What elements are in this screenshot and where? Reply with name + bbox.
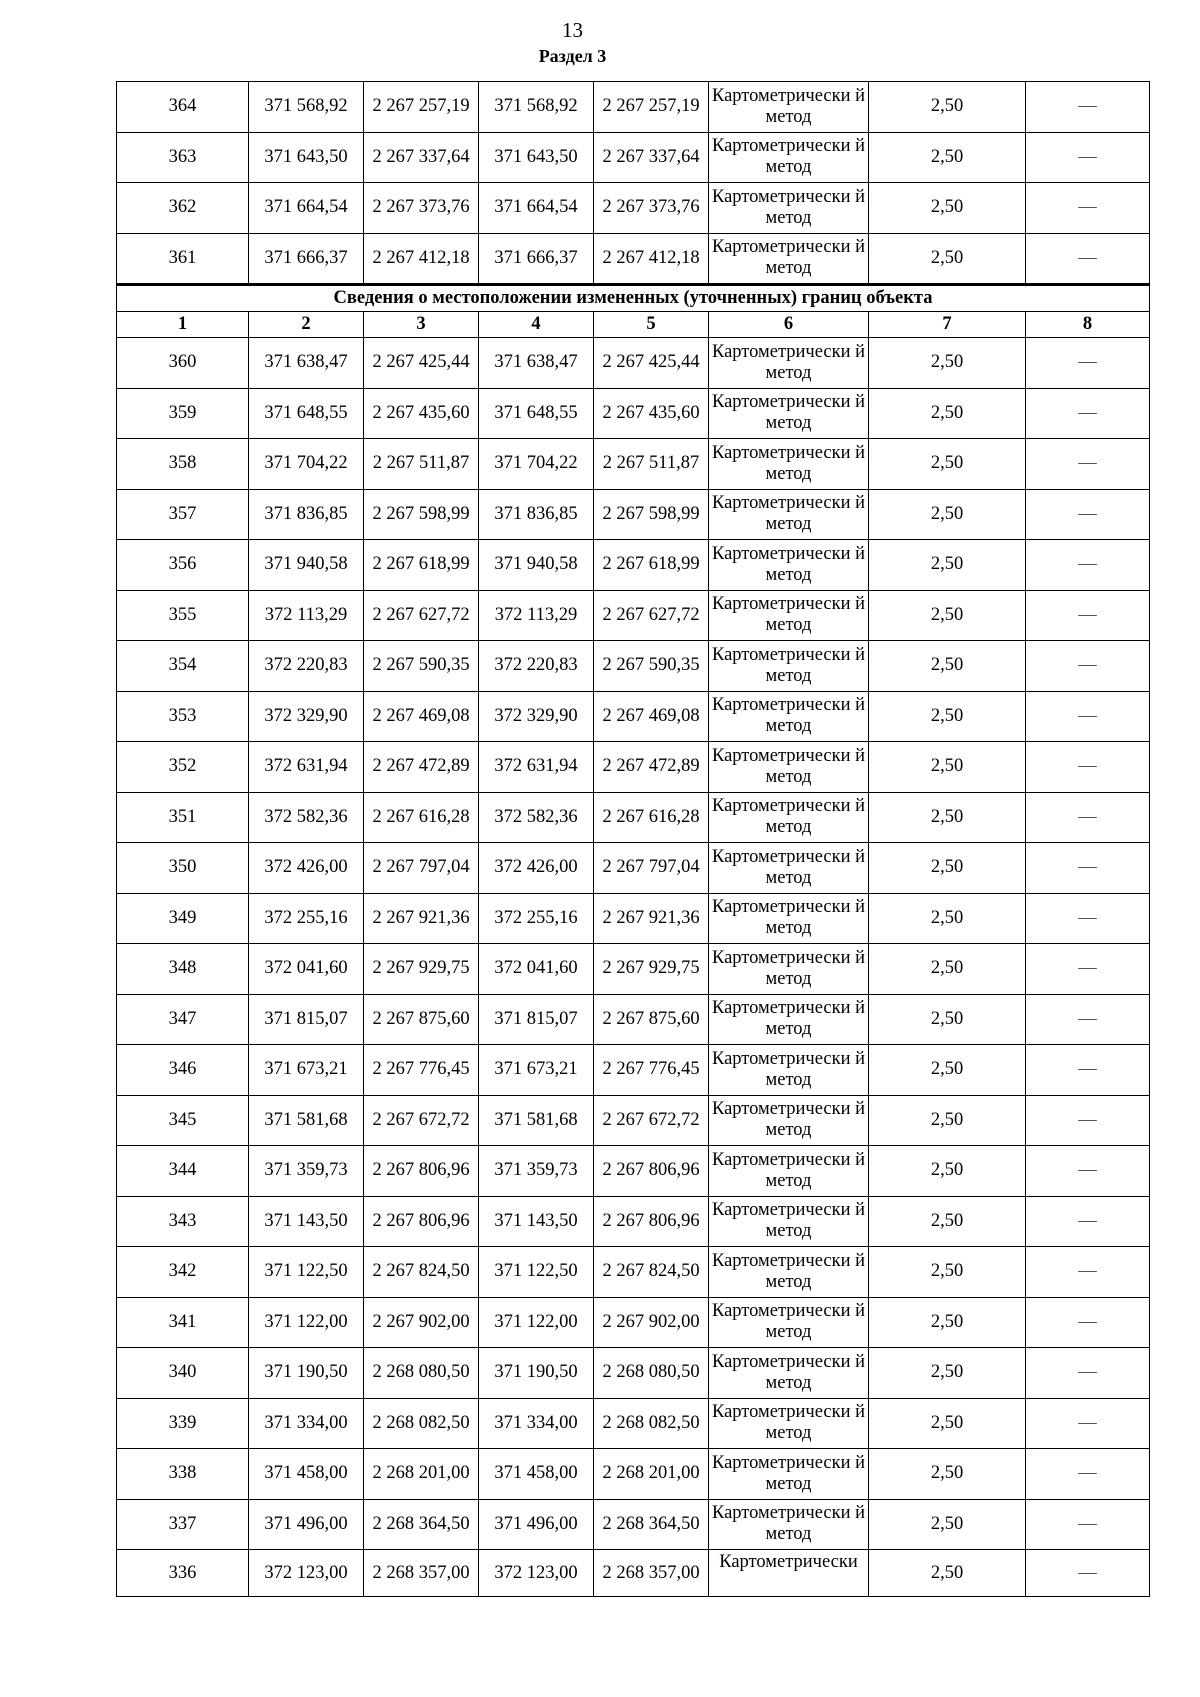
column-header: 7 [869, 312, 1026, 338]
method-cell: Картометрически й метод [709, 843, 869, 894]
y-new-cell: 2 267 590,35 [594, 641, 709, 692]
x-new-cell: 371 143,50 [479, 1196, 594, 1247]
x-old-cell: 371 122,50 [249, 1247, 364, 1298]
accuracy-cell: 2,50 [869, 439, 1026, 490]
x-old-cell: 371 638,47 [249, 338, 364, 389]
x-old-cell: 371 122,00 [249, 1297, 364, 1348]
point-number-cell: 356 [117, 540, 249, 591]
point-number-cell: 338 [117, 1449, 249, 1500]
table-row [117, 1146, 1150, 1197]
y-new-cell: 2 267 824,50 [594, 1247, 709, 1298]
y-old-cell: 2 267 929,75 [364, 944, 479, 995]
accuracy-cell: 2,50 [869, 489, 1026, 540]
point-number-cell: 351 [117, 792, 249, 843]
x-old-cell: 371 190,50 [249, 1348, 364, 1399]
table-row [117, 1095, 1150, 1146]
y-new-cell: 2 267 921,36 [594, 893, 709, 944]
method-cell: Картометрически й метод [709, 893, 869, 944]
x-old-cell: 372 123,00 [249, 1550, 364, 1597]
accuracy-cell: 2,50 [869, 742, 1026, 793]
point-number-cell: 340 [117, 1348, 249, 1399]
description-cell: — [1026, 1449, 1150, 1500]
accuracy-cell: 2,50 [869, 944, 1026, 995]
y-old-cell: 2 267 806,96 [364, 1196, 479, 1247]
column-header: 1 [117, 312, 249, 338]
description-cell: — [1026, 439, 1150, 490]
description-cell: — [1026, 1297, 1150, 1348]
x-new-cell: 372 329,90 [479, 691, 594, 742]
table-row [117, 1499, 1150, 1550]
table-row [117, 388, 1150, 439]
method-cell: Картометрически [709, 1550, 869, 1597]
y-new-cell: 2 267 472,89 [594, 742, 709, 793]
x-old-cell: 371 643,50 [249, 132, 364, 183]
column-header: 6 [709, 312, 869, 338]
method-cell: Картометрически й метод [709, 944, 869, 995]
description-cell: — [1026, 1247, 1150, 1298]
x-new-cell: 371 704,22 [479, 439, 594, 490]
table-row [117, 1449, 1150, 1500]
method-cell: Картометрически й метод [709, 1196, 869, 1247]
point-number-cell: 364 [117, 82, 249, 133]
accuracy-cell: 2,50 [869, 1398, 1026, 1449]
point-number-cell: 361 [117, 233, 249, 285]
y-old-cell: 2 267 902,00 [364, 1297, 479, 1348]
method-cell: Картометрически й метод [709, 233, 869, 285]
method-cell: Картометрически й метод [709, 132, 869, 183]
y-new-cell: 2 267 806,96 [594, 1196, 709, 1247]
accuracy-cell: 2,50 [869, 1247, 1026, 1298]
table-row [117, 742, 1150, 793]
y-old-cell: 2 268 082,50 [364, 1398, 479, 1449]
method-cell: Картометрически й метод [709, 590, 869, 641]
y-old-cell: 2 268 201,00 [364, 1449, 479, 1500]
table-row [117, 338, 1150, 389]
accuracy-cell: 2,50 [869, 388, 1026, 439]
method-cell: Картометрически й метод [709, 540, 869, 591]
accuracy-cell: 2,50 [869, 1348, 1026, 1399]
table-row [117, 1348, 1150, 1399]
x-old-cell: 371 359,73 [249, 1146, 364, 1197]
x-new-cell: 371 940,58 [479, 540, 594, 591]
y-new-cell: 2 267 797,04 [594, 843, 709, 894]
description-cell: — [1026, 132, 1150, 183]
method-cell: Картометрически й метод [709, 1045, 869, 1096]
description-cell: — [1026, 792, 1150, 843]
table-row [117, 233, 1150, 285]
x-new-cell: 372 582,36 [479, 792, 594, 843]
x-new-cell: 371 581,68 [479, 1095, 594, 1146]
table-row [117, 439, 1150, 490]
y-new-cell: 2 267 598,99 [594, 489, 709, 540]
y-old-cell: 2 268 364,50 [364, 1499, 479, 1550]
description-cell: — [1026, 1550, 1150, 1597]
table-row [117, 1196, 1150, 1247]
x-old-cell: 371 568,92 [249, 82, 364, 133]
x-old-cell: 371 815,07 [249, 994, 364, 1045]
accuracy-cell: 2,50 [869, 1196, 1026, 1247]
x-new-cell: 371 638,47 [479, 338, 594, 389]
x-new-cell: 372 426,00 [479, 843, 594, 894]
table-row [117, 691, 1150, 742]
accuracy-cell: 2,50 [869, 1146, 1026, 1197]
point-number-cell: 347 [117, 994, 249, 1045]
y-old-cell: 2 267 921,36 [364, 893, 479, 944]
method-cell: Картометрически й метод [709, 1247, 869, 1298]
table-row [117, 792, 1150, 843]
accuracy-cell: 2,50 [869, 641, 1026, 692]
point-number-cell: 341 [117, 1297, 249, 1348]
x-new-cell: 371 190,50 [479, 1348, 594, 1399]
accuracy-cell: 2,50 [869, 994, 1026, 1045]
accuracy-cell: 2,50 [869, 1297, 1026, 1348]
point-number-cell: 357 [117, 489, 249, 540]
description-cell: — [1026, 843, 1150, 894]
method-cell: Картометрически й метод [709, 82, 869, 133]
y-new-cell: 2 268 082,50 [594, 1398, 709, 1449]
y-old-cell: 2 267 875,60 [364, 994, 479, 1045]
table-body-main [117, 338, 1150, 1597]
method-cell: Картометрически й метод [709, 792, 869, 843]
x-old-cell: 372 631,94 [249, 742, 364, 793]
description-cell: — [1026, 742, 1150, 793]
table-row [117, 82, 1150, 133]
column-header: 4 [479, 312, 594, 338]
x-old-cell: 372 255,16 [249, 893, 364, 944]
table-row [117, 183, 1150, 234]
y-new-cell: 2 267 337,64 [594, 132, 709, 183]
method-cell: Картометрически й метод [709, 1398, 869, 1449]
table-row [117, 1045, 1150, 1096]
point-number-cell: 362 [117, 183, 249, 234]
table-row [117, 1398, 1150, 1449]
x-old-cell: 371 458,00 [249, 1449, 364, 1500]
x-old-cell: 371 836,85 [249, 489, 364, 540]
x-old-cell: 372 041,60 [249, 944, 364, 995]
accuracy-cell: 2,50 [869, 82, 1026, 133]
description-cell: — [1026, 893, 1150, 944]
method-cell: Картометрически й метод [709, 183, 869, 234]
point-number-cell: 363 [117, 132, 249, 183]
accuracy-cell: 2,50 [869, 590, 1026, 641]
point-number-cell: 360 [117, 338, 249, 389]
point-number-cell: 358 [117, 439, 249, 490]
y-new-cell: 2 267 257,19 [594, 82, 709, 133]
description-cell: — [1026, 233, 1150, 285]
table-row [117, 843, 1150, 894]
table-row [117, 540, 1150, 591]
column-header: 5 [594, 312, 709, 338]
method-cell: Картометрически й метод [709, 439, 869, 490]
y-new-cell: 2 267 412,18 [594, 233, 709, 285]
x-new-cell: 371 568,92 [479, 82, 594, 133]
method-cell: Картометрически й метод [709, 994, 869, 1045]
x-old-cell: 372 113,29 [249, 590, 364, 641]
y-new-cell: 2 268 364,50 [594, 1499, 709, 1550]
point-number-cell: 337 [117, 1499, 249, 1550]
x-new-cell: 372 113,29 [479, 590, 594, 641]
x-old-cell: 372 329,90 [249, 691, 364, 742]
x-new-cell: 371 458,00 [479, 1449, 594, 1500]
coordinates-table [116, 81, 1150, 1597]
x-old-cell: 371 666,37 [249, 233, 364, 285]
accuracy-cell: 2,50 [869, 843, 1026, 894]
section-heading-row [117, 285, 1150, 312]
y-new-cell: 2 268 357,00 [594, 1550, 709, 1597]
x-new-cell: 371 673,21 [479, 1045, 594, 1096]
x-new-cell: 371 664,54 [479, 183, 594, 234]
y-new-cell: 2 267 875,60 [594, 994, 709, 1045]
description-cell: — [1026, 641, 1150, 692]
point-number-cell: 344 [117, 1146, 249, 1197]
accuracy-cell: 2,50 [869, 792, 1026, 843]
column-header-row [117, 312, 1150, 338]
description-cell: — [1026, 1499, 1150, 1550]
point-number-cell: 346 [117, 1045, 249, 1096]
method-cell: Картометрически й метод [709, 641, 869, 692]
y-old-cell: 2 267 337,64 [364, 132, 479, 183]
method-cell: Картометрически й метод [709, 691, 869, 742]
table-row [117, 590, 1150, 641]
point-number-cell: 336 [117, 1550, 249, 1597]
y-old-cell: 2 267 776,45 [364, 1045, 479, 1096]
accuracy-cell: 2,50 [869, 338, 1026, 389]
x-old-cell: 372 426,00 [249, 843, 364, 894]
x-new-cell: 371 359,73 [479, 1146, 594, 1197]
x-new-cell: 372 631,94 [479, 742, 594, 793]
method-cell: Картометрически й метод [709, 1449, 869, 1500]
y-new-cell: 2 267 616,28 [594, 792, 709, 843]
description-cell: — [1026, 540, 1150, 591]
x-old-cell: 371 581,68 [249, 1095, 364, 1146]
accuracy-cell: 2,50 [869, 1499, 1026, 1550]
x-old-cell: 371 334,00 [249, 1398, 364, 1449]
y-old-cell: 2 267 472,89 [364, 742, 479, 793]
x-old-cell: 372 582,36 [249, 792, 364, 843]
description-cell: — [1026, 1348, 1150, 1399]
table-row [117, 1297, 1150, 1348]
y-old-cell: 2 268 357,00 [364, 1550, 479, 1597]
point-number-cell: 352 [117, 742, 249, 793]
column-header: 3 [364, 312, 479, 338]
method-cell: Картометрически й метод [709, 1348, 869, 1399]
accuracy-cell: 2,50 [869, 1045, 1026, 1096]
x-old-cell: 371 496,00 [249, 1499, 364, 1550]
method-cell: Картометрически й метод [709, 338, 869, 389]
x-new-cell: 371 643,50 [479, 132, 594, 183]
x-new-cell: 371 815,07 [479, 994, 594, 1045]
x-new-cell: 372 041,60 [479, 944, 594, 995]
method-cell: Картометрически й метод [709, 1499, 869, 1550]
x-old-cell: 371 704,22 [249, 439, 364, 490]
y-new-cell: 2 267 618,99 [594, 540, 709, 591]
x-old-cell: 371 648,55 [249, 388, 364, 439]
x-new-cell: 372 123,00 [479, 1550, 594, 1597]
table-body-top [117, 82, 1150, 285]
column-header: 2 [249, 312, 364, 338]
y-new-cell: 2 267 806,96 [594, 1146, 709, 1197]
description-cell: — [1026, 994, 1150, 1045]
accuracy-cell: 2,50 [869, 233, 1026, 285]
point-number-cell: 353 [117, 691, 249, 742]
table-row [117, 994, 1150, 1045]
y-new-cell: 2 267 435,60 [594, 388, 709, 439]
x-old-cell: 371 940,58 [249, 540, 364, 591]
point-number-cell: 354 [117, 641, 249, 692]
y-new-cell: 2 267 469,08 [594, 691, 709, 742]
y-new-cell: 2 267 672,72 [594, 1095, 709, 1146]
method-cell: Картометрически й метод [709, 742, 869, 793]
point-number-cell: 359 [117, 388, 249, 439]
x-new-cell: 372 220,83 [479, 641, 594, 692]
y-old-cell: 2 267 627,72 [364, 590, 479, 641]
x-old-cell: 371 673,21 [249, 1045, 364, 1096]
y-new-cell: 2 267 627,72 [594, 590, 709, 641]
point-number-cell: 348 [117, 944, 249, 995]
accuracy-cell: 2,50 [869, 893, 1026, 944]
x-new-cell: 371 122,00 [479, 1297, 594, 1348]
point-number-cell: 339 [117, 1398, 249, 1449]
y-old-cell: 2 267 824,50 [364, 1247, 479, 1298]
description-cell: — [1026, 183, 1150, 234]
column-header: 8 [1026, 312, 1150, 338]
point-number-cell: 350 [117, 843, 249, 894]
y-new-cell: 2 267 929,75 [594, 944, 709, 995]
section-heading: Сведения о местоположении измененных (уточненных) границ объекта [117, 285, 1150, 312]
y-old-cell: 2 267 469,08 [364, 691, 479, 742]
y-old-cell: 2 267 511,87 [364, 439, 479, 490]
x-new-cell: 371 666,37 [479, 233, 594, 285]
y-new-cell: 2 267 776,45 [594, 1045, 709, 1096]
description-cell: — [1026, 1146, 1150, 1197]
method-cell: Картометрически й метод [709, 1146, 869, 1197]
point-number-cell: 343 [117, 1196, 249, 1247]
accuracy-cell: 2,50 [869, 691, 1026, 742]
table-row [117, 1247, 1150, 1298]
y-old-cell: 2 267 257,19 [364, 82, 479, 133]
description-cell: — [1026, 388, 1150, 439]
point-number-cell: 349 [117, 893, 249, 944]
x-new-cell: 371 836,85 [479, 489, 594, 540]
description-cell: — [1026, 944, 1150, 995]
x-old-cell: 372 220,83 [249, 641, 364, 692]
x-old-cell: 371 143,50 [249, 1196, 364, 1247]
table-row [117, 641, 1150, 692]
y-old-cell: 2 267 618,99 [364, 540, 479, 591]
y-new-cell: 2 268 201,00 [594, 1449, 709, 1500]
table-row [117, 1550, 1150, 1597]
description-cell: — [1026, 691, 1150, 742]
y-old-cell: 2 267 616,28 [364, 792, 479, 843]
x-new-cell: 371 496,00 [479, 1499, 594, 1550]
description-cell: — [1026, 1398, 1150, 1449]
method-cell: Картометрически й метод [709, 1095, 869, 1146]
accuracy-cell: 2,50 [869, 540, 1026, 591]
method-cell: Картометрически й метод [709, 1297, 869, 1348]
page-number: 13 [562, 18, 583, 42]
description-cell: — [1026, 489, 1150, 540]
description-cell: — [1026, 1196, 1150, 1247]
section-heading-group [117, 285, 1150, 338]
x-new-cell: 371 334,00 [479, 1398, 594, 1449]
description-cell: — [1026, 1045, 1150, 1096]
accuracy-cell: 2,50 [869, 1095, 1026, 1146]
description-cell: — [1026, 590, 1150, 641]
y-old-cell: 2 267 425,44 [364, 338, 479, 389]
accuracy-cell: 2,50 [869, 183, 1026, 234]
y-old-cell: 2 267 797,04 [364, 843, 479, 894]
description-cell: — [1026, 338, 1150, 389]
table-row [117, 489, 1150, 540]
point-number-cell: 355 [117, 590, 249, 641]
table-row [117, 132, 1150, 183]
y-old-cell: 2 267 806,96 [364, 1146, 479, 1197]
y-old-cell: 2 267 373,76 [364, 183, 479, 234]
point-number-cell: 345 [117, 1095, 249, 1146]
y-old-cell: 2 267 672,72 [364, 1095, 479, 1146]
y-old-cell: 2 268 080,50 [364, 1348, 479, 1399]
y-new-cell: 2 267 425,44 [594, 338, 709, 389]
y-new-cell: 2 267 511,87 [594, 439, 709, 490]
x-new-cell: 371 648,55 [479, 388, 594, 439]
table-row [117, 893, 1150, 944]
x-new-cell: 372 255,16 [479, 893, 594, 944]
y-old-cell: 2 267 598,99 [364, 489, 479, 540]
method-cell: Картометрически й метод [709, 489, 869, 540]
description-cell: — [1026, 1095, 1150, 1146]
accuracy-cell: 2,50 [869, 132, 1026, 183]
method-cell: Картометрически й метод [709, 388, 869, 439]
y-new-cell: 2 268 080,50 [594, 1348, 709, 1399]
accuracy-cell: 2,50 [869, 1449, 1026, 1500]
y-old-cell: 2 267 435,60 [364, 388, 479, 439]
y-new-cell: 2 267 373,76 [594, 183, 709, 234]
y-old-cell: 2 267 590,35 [364, 641, 479, 692]
section-title: Раздел 3 [538, 46, 607, 66]
y-old-cell: 2 267 412,18 [364, 233, 479, 285]
x-new-cell: 371 122,50 [479, 1247, 594, 1298]
accuracy-cell: 2,50 [869, 1550, 1026, 1597]
x-old-cell: 371 664,54 [249, 183, 364, 234]
point-number-cell: 342 [117, 1247, 249, 1298]
description-cell: — [1026, 82, 1150, 133]
table-row [117, 944, 1150, 995]
y-new-cell: 2 267 902,00 [594, 1297, 709, 1348]
